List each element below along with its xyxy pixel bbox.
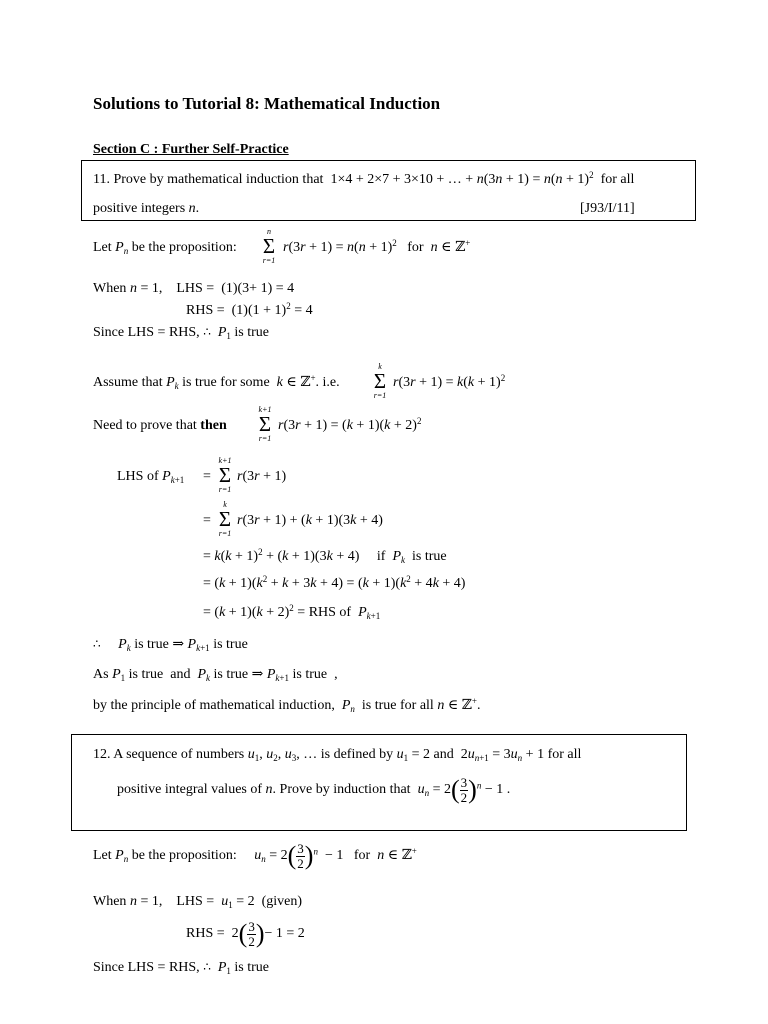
s11-assume-line: Assume that $P_k$ is true for some k ∈ ℤ+. i.e.: [93, 373, 340, 391]
s11-proposition: $r(3r + 1) = n(n + 1)^2$ for n ∈ ℤ+: [283, 238, 471, 255]
s11-base-rhs: RHS = $(1)(1 + 1)^2 = 4$: [186, 301, 313, 318]
s11-assumption: $r(3r + 1) = k(k + 1)^2$: [393, 373, 506, 390]
s11-step-1: r(3r + 1): [237, 469, 287, 484]
question-11-reference: [J93/I/11]: [580, 201, 635, 216]
section-heading: Section C : Further Self-Practice: [93, 142, 289, 157]
s11-conclusion: by the principle of mathematical induction, $P_n$ is true for all n ∈ ℤ+.: [93, 696, 481, 714]
s12-base-lhs: When n = 1, LHS = $u_1 = 2$ (given): [93, 894, 303, 910]
sigma-symbol: k Σ r=1: [373, 362, 387, 400]
s11-step-2-eq: =: [203, 513, 211, 528]
question-11-line-2: positive integers n.: [93, 201, 200, 216]
s11-as-line: As $P_1$ is true and $P_k$ is true ⇒ $P_{k+1}$ is true ,: [93, 667, 338, 683]
s11-base-lhs: When n = 1, LHS = (1)(3+ 1) = 4: [93, 281, 295, 296]
s12-base-conclusion: Since LHS = RHS, ∴ $P_1$ is true: [93, 960, 269, 976]
s11-target: $r(3r + 1) = (k + 1)(k + 2)^2$: [278, 416, 422, 433]
question-12-line-2: positive integral values of n. Prove by induction that $u_n = 2$( $\frac{3}{2}$ )$^n$ − 1 .: [117, 775, 511, 805]
s11-step-2: r(3r + 1) + (k + 1)(3k + 4): [237, 513, 383, 528]
sigma-symbol: n Σ r=1: [262, 227, 276, 265]
question-11-line-1: 11. Prove by mathematical induction that 1×4 + 2×7 + 3×10 + … + $n(3n + 1) = n(n + 1)^2$ for all: [93, 170, 635, 187]
sigma-symbol: k Σ r=1: [218, 500, 232, 538]
sigma-symbol: k+1 Σ r=1: [258, 405, 272, 443]
s11-implication: ∴ $P_k$ is true ⇒ $P_{k+1}$ is true: [93, 637, 248, 653]
s11-let-line: Let $P_n$ be the proposition:: [93, 240, 237, 256]
sigma-symbol: k+1 Σ r=1: [218, 456, 232, 494]
s11-step-5: = $(k + 1)(k + 2)^2$ = RHS of $P_{k+1}$: [203, 603, 381, 621]
s11-step-1-eq: =: [203, 469, 211, 484]
s11-base-conclusion: Since LHS = RHS, ∴ $P_1$ is true: [93, 325, 269, 341]
question-12-line-1: 12. A sequence of numbers $u_1$, $u_2$, $u_3$, … is defined by $u_1 = 2$ and $2u_{n+1} = 3u_n + 1$ for all: [93, 747, 582, 763]
s11-step-3: = $k(k + 1)^2 + (k + 1)(3k + 4)$ if $P_k$ is true: [203, 547, 447, 565]
s11-need-line: Need to prove that then: [93, 418, 227, 433]
s11-step-4: = $(k + 1)(k^2 + k + 3k + 4) = (k + 1)(k^2 + 4k + 4)$: [203, 574, 466, 591]
page-title: Solutions to Tutorial 8: Mathematical Induction: [93, 94, 441, 113]
s11-lhs-label: LHS of $P_{k+1}$: [117, 469, 185, 485]
s12-let-line: Let $P_n$ be the proposition: $u_n = 2$( $\frac{3}{2}$ )$^n$ − 1 for n ∈ ℤ+: [93, 841, 417, 871]
s12-base-rhs: RHS = 2( $\frac{3}{2}$ )− 1 = 2: [186, 919, 305, 949]
